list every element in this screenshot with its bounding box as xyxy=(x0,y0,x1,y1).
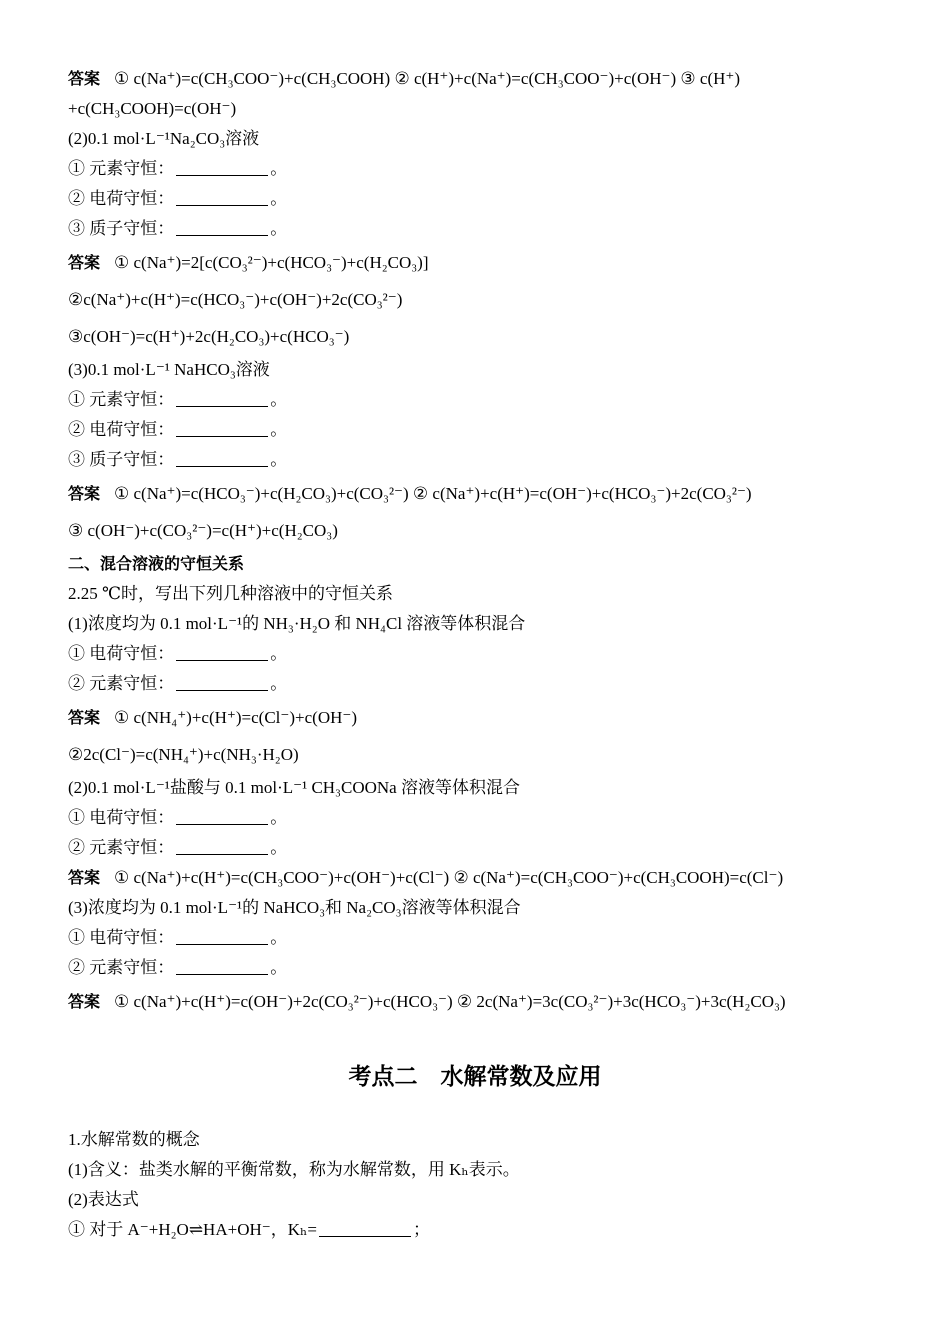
period: 。 xyxy=(270,450,288,469)
period: 。 xyxy=(270,390,288,409)
fill-item xyxy=(68,803,888,833)
answer-blank[interactable] xyxy=(176,642,268,661)
answer-blank[interactable] xyxy=(176,926,268,945)
section-two-body xyxy=(68,1125,888,1245)
item-label: ② 元素守恒： xyxy=(68,958,175,977)
answer-label: 答案 xyxy=(68,708,101,727)
period: 。 xyxy=(270,189,288,208)
subsection-title: 1.水解常数的概念 xyxy=(68,1130,200,1149)
answer-text: ③c(OH⁻)=c(H⁺)+2c(H₂CO₃)+c(HCO₃⁻) xyxy=(68,327,350,346)
question-title: (1)浓度均为 0.1 mol·L⁻¹的 NH₃·H₂O 和 NH₄Cl 溶液等体积混合 xyxy=(68,614,526,633)
section-intro: 2.25 ℃时，写出下列几种溶液中的守恒关系 xyxy=(68,584,394,603)
period: 。 xyxy=(270,838,288,857)
answer-text: ① c(Na⁺)=c(HCO₃⁻)+c(H₂CO₃)+c(CO₃²⁻) ② c(Na⁺)+c(H⁺)=c(OH⁻)+c(HCO₃⁻)+2c(CO₃²⁻) xyxy=(114,484,752,503)
answer-blank[interactable] xyxy=(176,672,268,691)
question-title: (2)0.1 mol·L⁻¹Na₂CO₃溶液 xyxy=(68,129,260,148)
answer-text: ① c(NH₄⁺)+c(H⁺)=c(Cl⁻)+c(OH⁻) xyxy=(114,708,358,727)
item-label: ② 元素守恒： xyxy=(68,838,175,857)
item-label: ① 电荷守恒： xyxy=(68,644,175,663)
fill-item xyxy=(68,154,888,184)
answer-blank[interactable] xyxy=(176,956,268,975)
period: 。 xyxy=(270,928,288,947)
answer-line xyxy=(68,475,888,512)
answer-label: 答案 xyxy=(68,992,101,1011)
answer-label: 答案 xyxy=(68,868,101,887)
item-label: ② 电荷守恒： xyxy=(68,420,175,439)
answer-blank[interactable] xyxy=(319,1218,411,1237)
fill-item xyxy=(68,214,888,244)
answer-label: 答案 xyxy=(68,69,101,88)
item-label: ① 电荷守恒： xyxy=(68,928,175,947)
answer-text: ① c(Na⁺)+c(H⁺)=c(OH⁻)+2c(CO₃²⁻)+c(HCO₃⁻) ② 2c(Na⁺)=3c(CO₃²⁻)+3c(HCO₃⁻)+3c(H₂CO₃) xyxy=(114,992,786,1011)
answer-blank[interactable] xyxy=(176,448,268,467)
fill-item xyxy=(68,385,888,415)
expression-label: ① 对于 A⁻+H₂O⇌HA+OH⁻，Kₕ= xyxy=(68,1220,317,1239)
subsection-title: (2)表达式 xyxy=(68,1190,139,1209)
item-label: ① 元素守恒： xyxy=(68,159,175,178)
answer-line xyxy=(68,64,888,94)
fill-item xyxy=(68,639,888,669)
question-title: (2)0.1 mol·L⁻¹盐酸与 0.1 mol·L⁻¹ CH₃COONa 溶液等体积混合 xyxy=(68,778,520,797)
item-label: ① 元素守恒： xyxy=(68,390,175,409)
answer-blank[interactable] xyxy=(176,806,268,825)
answer-line xyxy=(68,699,888,736)
fill-item xyxy=(68,923,888,953)
answer-blank[interactable] xyxy=(176,418,268,437)
period: 。 xyxy=(270,808,288,827)
item-label: ① 电荷守恒： xyxy=(68,808,175,827)
answer-text: ②c(Na⁺)+c(H⁺)=c(HCO₃⁻)+c(OH⁻)+2c(CO₃²⁻) xyxy=(68,290,403,309)
answer-text: ②2c(Cl⁻)=c(NH₄⁺)+c(NH₃·H₂O) xyxy=(68,745,299,764)
definition-text: (1)含义：盐类水解的平衡常数，称为水解常数，用 Kₕ表示。 xyxy=(68,1160,520,1179)
answer-blank[interactable] xyxy=(176,157,268,176)
fill-item xyxy=(68,184,888,214)
item-label: ② 元素守恒： xyxy=(68,674,175,693)
semicolon: ； xyxy=(412,1220,430,1239)
fill-item xyxy=(68,833,888,863)
item-label: ③ 质子守恒： xyxy=(68,219,175,238)
answer-line xyxy=(68,983,888,1020)
period: 。 xyxy=(270,420,288,439)
answer-text: ③ c(OH⁻)+c(CO₃²⁻)=c(H⁺)+c(H₂CO₃) xyxy=(68,521,338,540)
answer-text: ① c(Na⁺)=c(CH₃COO⁻)+c(CH₃COOH) ② c(H⁺)+c(Na⁺)=c(CH₃COO⁻)+c(OH⁻) ③ c(H⁺) xyxy=(114,69,741,88)
answer-continuation: +c(CH₃COOH)=c(OH⁻) xyxy=(68,99,237,118)
section-heading: 考点二 水解常数及应用 xyxy=(348,1064,602,1090)
period: 。 xyxy=(270,674,288,693)
section-title: 二、混合溶液的守恒关系 xyxy=(68,554,245,573)
document-body xyxy=(68,64,888,1020)
item-label: ③ 质子守恒： xyxy=(68,450,175,469)
answer-line xyxy=(68,863,888,893)
answer-text: ① c(Na⁺)+c(H⁺)=c(CH₃COO⁻)+c(OH⁻)+c(Cl⁻) ② c(Na⁺)=c(CH₃COO⁻)+c(CH₃COOH)=c(Cl⁻) xyxy=(114,868,784,887)
period: 。 xyxy=(270,958,288,977)
period: 。 xyxy=(270,644,288,663)
fill-item xyxy=(68,1215,888,1245)
fill-item xyxy=(68,669,888,699)
period: 。 xyxy=(270,159,288,178)
fill-item xyxy=(68,953,888,983)
question-title: (3)0.1 mol·L⁻¹ NaHCO₃溶液 xyxy=(68,360,270,379)
item-label: ② 电荷守恒： xyxy=(68,189,175,208)
answer-blank[interactable] xyxy=(176,187,268,206)
answer-text: ① c(Na⁺)=2[c(CO₃²⁻)+c(HCO₃⁻)+c(H₂CO₃)] xyxy=(114,253,429,272)
answer-blank[interactable] xyxy=(176,217,268,236)
answer-label: 答案 xyxy=(68,484,101,503)
answer-blank[interactable] xyxy=(176,836,268,855)
answer-blank[interactable] xyxy=(176,388,268,407)
answer-line xyxy=(68,244,888,281)
period: 。 xyxy=(270,219,288,238)
fill-item xyxy=(68,415,888,445)
fill-item xyxy=(68,445,888,475)
answer-label: 答案 xyxy=(68,253,101,272)
question-title: (3)浓度均为 0.1 mol·L⁻¹的 NaHCO₃和 Na₂CO₃溶液等体积混合 xyxy=(68,898,521,917)
